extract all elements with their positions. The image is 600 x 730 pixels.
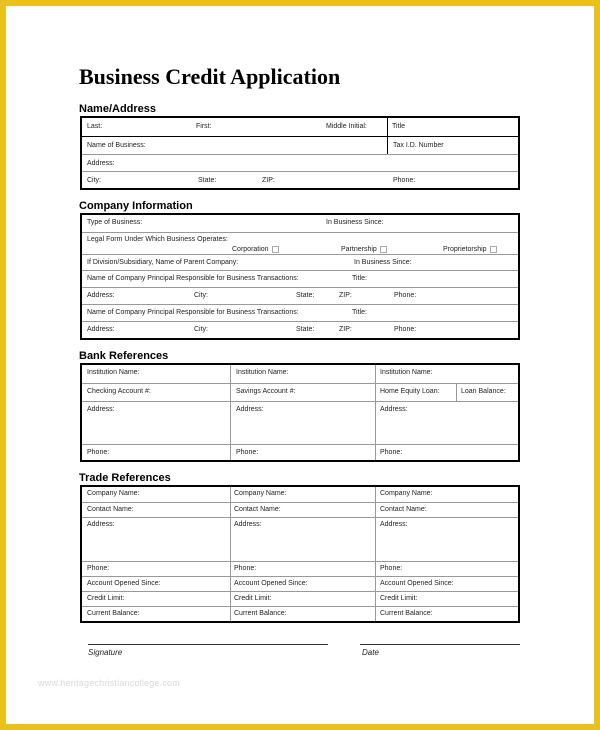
field-principal[interactable]: Name of Company Principal Responsible for Business Transactions:	[87, 275, 299, 282]
bank-refs-table	[80, 363, 520, 462]
field-in-business-since-2[interactable]: In Business Since:	[354, 259, 412, 266]
table-row	[82, 118, 518, 136]
field-account-opened-3[interactable]: Account Opened Since:	[380, 580, 454, 587]
field-home-equity-loan[interactable]: Home Equity Loan:	[380, 388, 440, 395]
field-phone[interactable]: Phone:	[393, 177, 416, 184]
checkbox-icon[interactable]	[490, 246, 497, 253]
field-address-2[interactable]: Address:	[87, 326, 115, 333]
table-row	[82, 502, 518, 518]
field-credit-limit-3[interactable]: Credit Limit:	[380, 595, 418, 602]
date-line[interactable]	[360, 644, 520, 645]
option-proprietorship[interactable]	[443, 245, 497, 254]
field-zip[interactable]: ZIP:	[262, 177, 275, 184]
company-info-table	[80, 213, 520, 340]
field-phone-2[interactable]: Phone:	[236, 449, 259, 456]
field-loan-balance[interactable]: Loan Balance:	[461, 388, 506, 395]
table-row	[82, 136, 518, 155]
trade-refs-table	[80, 485, 520, 623]
signature-line[interactable]	[88, 644, 328, 645]
field-parent-company[interactable]: If Division/Subsidiary, Name of Parent Company:	[87, 259, 239, 266]
field-current-balance-1[interactable]: Current Balance:	[87, 610, 140, 617]
field-company-name-3[interactable]: Company Name:	[380, 490, 433, 497]
section-heading-bank-refs: Bank References	[79, 350, 169, 362]
checkbox-icon[interactable]	[272, 246, 279, 253]
date-label: Date	[362, 648, 379, 657]
field-account-opened-1[interactable]: Account Opened Since:	[87, 580, 161, 587]
field-company-name-2[interactable]: Company Name:	[234, 490, 287, 497]
table-row	[82, 444, 518, 461]
field-current-balance-2[interactable]: Current Balance:	[234, 610, 287, 617]
field-institution-name-1[interactable]: Institution Name:	[87, 369, 140, 376]
table-row	[82, 270, 518, 288]
field-institution-name-3[interactable]: Institution Name:	[380, 369, 433, 376]
field-phone-1[interactable]: Phone:	[87, 565, 110, 572]
field-address-2[interactable]: Address:	[236, 406, 264, 413]
field-address-2[interactable]: Address:	[234, 521, 262, 528]
table-row	[82, 401, 518, 445]
watermark: www.heritagechristiancollege.com	[38, 678, 180, 688]
field-city[interactable]: City:	[194, 292, 208, 299]
field-checking-account[interactable]: Checking Account #:	[87, 388, 151, 395]
field-state[interactable]: State:	[198, 177, 217, 184]
table-row	[82, 287, 518, 305]
field-address[interactable]: Address:	[87, 160, 115, 167]
field-state[interactable]: State:	[296, 292, 315, 299]
document-title: Business Credit Application	[79, 64, 341, 89]
field-contact-name-2[interactable]: Contact Name:	[234, 506, 281, 513]
table-row	[82, 365, 518, 383]
table-row	[82, 517, 518, 562]
field-principal-2[interactable]: Name of Company Principal Responsible for Business Transactions:	[87, 309, 299, 316]
table-row	[82, 304, 518, 322]
option-label: Corporation	[232, 246, 269, 253]
table-row	[82, 171, 518, 189]
field-state-2[interactable]: State:	[296, 326, 315, 333]
field-address-3[interactable]: Address:	[380, 521, 408, 528]
field-principal-title-2[interactable]: Title:	[352, 309, 367, 316]
document-page	[6, 6, 594, 724]
table-row	[82, 576, 518, 592]
field-phone-3[interactable]: Phone:	[380, 449, 403, 456]
table-row	[82, 232, 518, 255]
field-first[interactable]: First:	[196, 123, 212, 130]
field-city[interactable]: City:	[87, 177, 101, 184]
option-label: Proprietorship	[443, 246, 487, 253]
field-contact-name-1[interactable]: Contact Name:	[87, 506, 134, 513]
option-partnership[interactable]	[341, 245, 387, 254]
signature-label: Signature	[88, 648, 123, 657]
checkbox-icon[interactable]	[380, 246, 387, 253]
option-label: Partnership	[341, 246, 377, 253]
table-row	[82, 591, 518, 607]
table-row	[82, 606, 518, 622]
field-name-of-business[interactable]: Name of Business:	[87, 142, 146, 149]
field-zip[interactable]: ZIP:	[339, 292, 352, 299]
field-current-balance-3[interactable]: Current Balance:	[380, 610, 433, 617]
field-account-opened-2[interactable]: Account Opened Since:	[234, 580, 308, 587]
field-middle-initial[interactable]: Middle Initial:	[326, 123, 367, 130]
field-contact-name-3[interactable]: Contact Name:	[380, 506, 427, 513]
field-city-2[interactable]: City:	[194, 326, 208, 333]
option-corporation[interactable]	[232, 245, 279, 254]
field-phone-3[interactable]: Phone:	[380, 565, 403, 572]
table-row	[82, 254, 518, 271]
name-address-table	[80, 116, 520, 190]
field-address-3[interactable]: Address:	[380, 406, 408, 413]
table-row	[82, 487, 518, 502]
cell-divider	[456, 384, 457, 402]
field-legal-form: Legal Form Under Which Business Operates:	[87, 236, 228, 243]
section-heading-name-address: Name/Address	[79, 103, 157, 115]
field-address-1[interactable]: Address:	[87, 521, 115, 528]
field-principal-title[interactable]: Title:	[352, 275, 367, 282]
table-row	[82, 154, 518, 172]
table-row	[82, 383, 518, 402]
table-row	[82, 561, 518, 577]
field-title[interactable]: Title	[392, 123, 405, 130]
field-credit-limit-1[interactable]: Credit Limit:	[87, 595, 125, 602]
field-phone-1[interactable]: Phone:	[87, 449, 110, 456]
field-phone[interactable]: Phone:	[394, 292, 417, 299]
field-phone-2[interactable]: Phone:	[394, 326, 417, 333]
section-heading-company-info: Company Information	[79, 200, 193, 212]
field-address-1[interactable]: Address:	[87, 406, 115, 413]
field-tax-id[interactable]: Tax I.D. Number	[393, 142, 444, 149]
field-address[interactable]: Address:	[87, 292, 115, 299]
field-savings-account[interactable]: Savings Account #:	[236, 388, 296, 395]
field-in-business-since[interactable]: In Business Since:	[326, 219, 384, 226]
field-institution-name-2[interactable]: Institution Name:	[236, 369, 289, 376]
field-company-name-1[interactable]: Company Name:	[87, 490, 140, 497]
field-zip-2[interactable]: ZIP:	[339, 326, 352, 333]
table-row	[82, 215, 518, 232]
table-row	[82, 321, 518, 339]
field-credit-limit-2[interactable]: Credit Limit:	[234, 595, 272, 602]
section-heading-trade-refs: Trade References	[79, 472, 171, 484]
field-last[interactable]: Last:	[87, 123, 103, 130]
field-type-of-business[interactable]: Type of Business:	[87, 219, 143, 226]
field-phone-2[interactable]: Phone:	[234, 565, 257, 572]
